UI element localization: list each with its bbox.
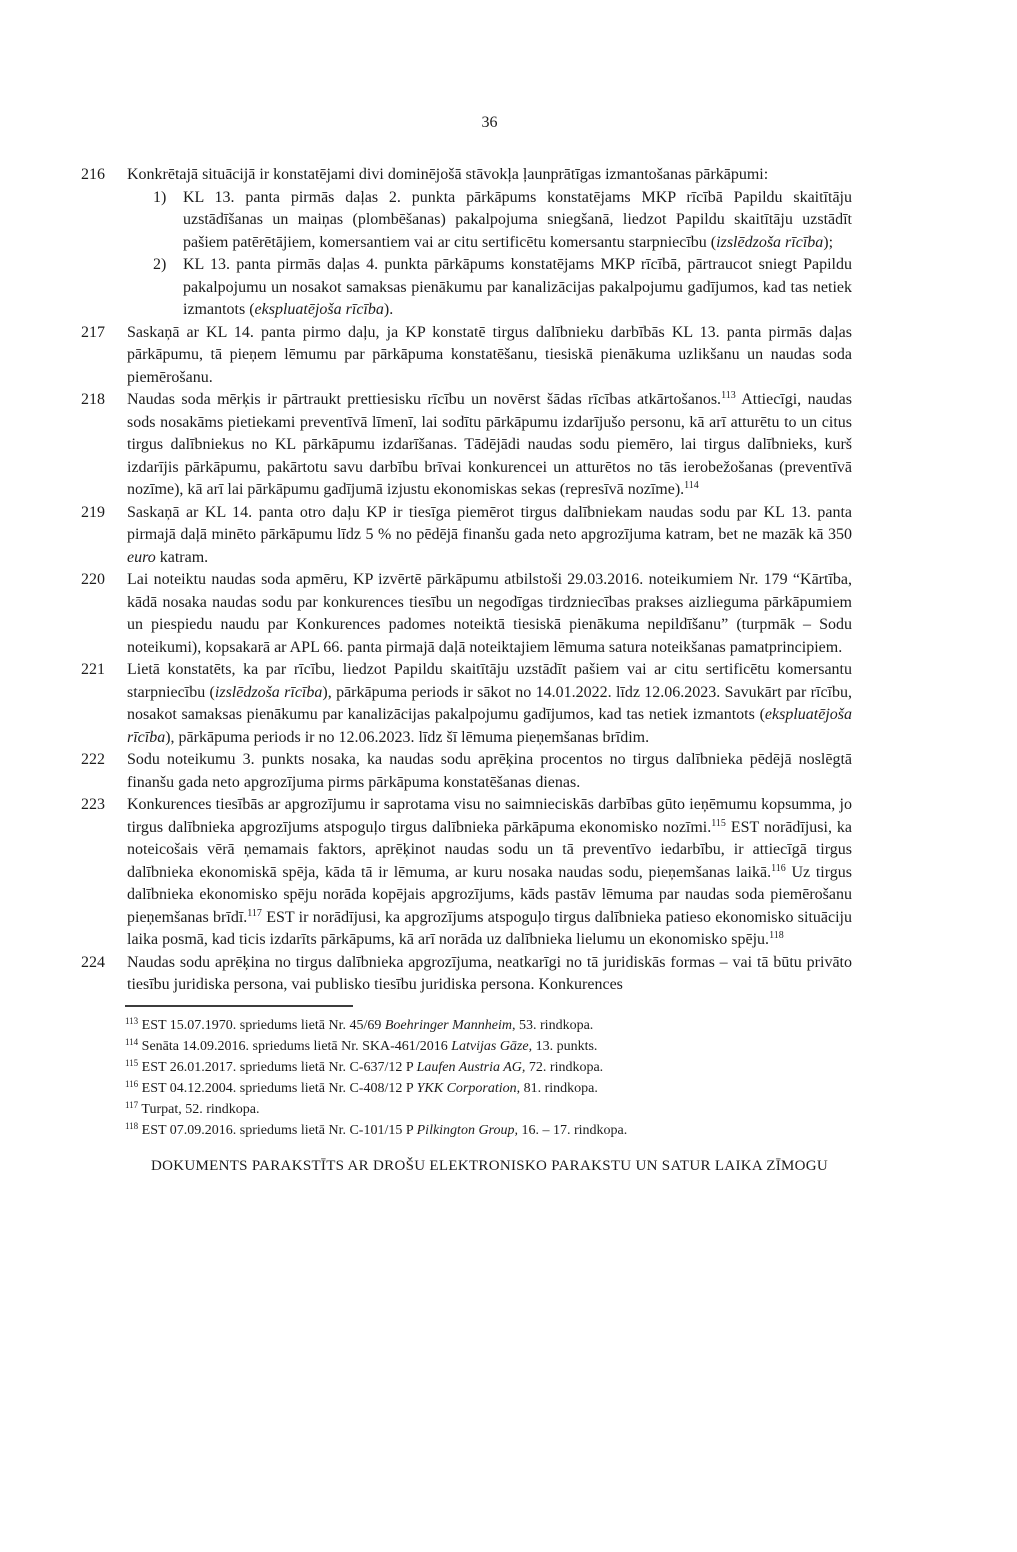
text-run: Sodu noteikumu 3. punkts nosaka, ka naudas sodu aprēķina procentos no tirgus dalībnieka pēdējā noslēgtā finanšu gada neto apgrozījuma pirms pārkāpuma konstatēšanas dienas. — [127, 751, 852, 791]
text-run: , 53. rindkopa. — [512, 1017, 594, 1033]
list-item — [153, 254, 852, 322]
text-run: ). — [383, 301, 394, 318]
page-number: 36 — [481, 114, 498, 131]
text-run: Saskaņā ar KL 14. panta otro daļu KP ir tiesīga piemērot tirgus dalībniekam naudas sodu par KL 13. panta pirmajā daļā minēto pārkāpumu līdz 5 % no pēdējā finanšu gada neto apgrozījuma katram, bet ne mazāk kā 350 — [127, 503, 852, 543]
footnote-list — [125, 1015, 852, 1141]
text-run: EST 04.12.2004. spriedums lietā Nr. C-408/12 P — [141, 1080, 417, 1096]
paragraph-number: 216 — [81, 166, 105, 183]
text-run: Lietā konstatēts, ka par rīcību, liedzot Papildu skaitītāju uzstādīt pašiem vai ar citu sertificētu komersantu starpniecību ( — [127, 661, 852, 701]
italic-text: euro — [127, 548, 156, 566]
paragraph — [81, 659, 852, 749]
text-run: 16. – 17. rindkopa. — [518, 1122, 628, 1138]
text-run: EST 07.09.2016. spriedums lietā Nr. C-101/15 P — [141, 1122, 417, 1138]
text-run: ); — [823, 233, 834, 251]
paragraph-number: 224 — [81, 953, 105, 971]
italic-text: Latvijas Gāze — [451, 1038, 529, 1054]
text-run: EST norādījusi, ka noteicošais vērā ņemamais faktors, aprēķinot naudas sodu un tā preventīvo iedarbību, ir attiecīgā tirgus dalībnieka ekonomiskā spēja, kāda tā ir lēmuma, ar kuru nosaka naudas sodu, pieņemšanas laikā. — [127, 818, 853, 881]
paragraph-text — [127, 794, 852, 952]
footnote-ref: 116 — [771, 862, 786, 874]
text-run: Turpat, 52. rindkopa. — [141, 1101, 260, 1117]
paragraph-text — [127, 749, 852, 794]
paragraph — [81, 322, 852, 390]
paragraph-list — [81, 164, 852, 997]
paragraph-text — [127, 502, 852, 570]
paragraph-text — [127, 952, 852, 997]
document-page — [0, 112, 1017, 1552]
footnote — [125, 1015, 852, 1036]
text-run: KL 13. panta pirmās daļas 4. punkta pārkāpums konstatējams MKP rīcībā, pārtraucot sniegt Papildu pakalpojumu un nosakot samaksas pienākumu par kanalizācijas pakalpojumu gadījumos, kad tas netiek izmantots ( — [183, 256, 852, 318]
italic-text: Laufen Austria AG, — [416, 1059, 526, 1075]
italic-text: izslēdzoša rīcība — [214, 683, 323, 701]
text-run: KL 13. panta pirmās daļas 2. punkta pārkāpums konstatējams MKP rīcībā Papildu skaitītāju uzstādīšanas un maiņas (plombēšanas) pakalpojuma sniegšanā, liedzot Papildu skaitītāju uzstādīt pašiem patērētājiem, komersantiem vai ar citu sertificētu komersantu starpniecību ( — [183, 188, 852, 251]
list-item-marker: 1) — [153, 188, 167, 206]
footnote-number: 116 — [125, 1078, 139, 1089]
signature-footer-text: DOKUMENTS PARAKSTĪTS AR DROŠU ELEKTRONISKO PARAKSTU UN SATUR LAIKA ZĪMOGU — [150, 1157, 829, 1174]
paragraph-text — [127, 659, 852, 749]
paragraph — [81, 164, 852, 187]
text-run: Attiecīgi, naudas sods nosakāms pietiekami preventīvā līmenī, lai sodītu pārkāpumu izdarījušo personu, kā arī atturētu to un citus tirgus dalībniekus no KL pārkāpumu izdarīšanas. Tādējādi naudas sodu piemēro, lai tirgus dalībnieks, kurš izdarījis pārkāpumu, pakārtotu savu darbību brīvai konkurencei un atturētos no tās ierobežošanas (preventīvā nozīme), kā arī lai pārkāpumu gadījumā izjustu ekonomiskas sekas (represīvā nozīme). — [127, 391, 852, 498]
footnote — [125, 1120, 852, 1141]
italic-text: Boehringer Mannheim — [384, 1017, 513, 1033]
footnote-ref: 114 — [684, 480, 699, 491]
text-run: katram. — [155, 548, 209, 566]
list-item-marker: 2) — [153, 256, 167, 273]
paragraph-number: 218 — [81, 391, 105, 408]
paragraph-text — [127, 164, 852, 187]
list-item — [153, 187, 852, 255]
footnote-ref: 115 — [711, 817, 726, 829]
paragraph-text — [127, 569, 852, 659]
paragraph-number: 222 — [81, 751, 105, 768]
footnote-number: 113 — [125, 1015, 139, 1026]
footnote-number: 118 — [125, 1120, 139, 1131]
paragraph — [81, 389, 852, 502]
text-run: 72. rindkopa. — [525, 1059, 604, 1075]
text-run: Konkrētajā situācijā ir konstatējami divi dominējošā stāvokļa ļaunprātīgas izmantošanas pārkāpumi: — [127, 166, 769, 183]
text-run: EST 26.01.2017. spriedums lietā Nr. C-637/12 P — [141, 1059, 417, 1075]
paragraph-number: 223 — [81, 796, 105, 813]
text-run: EST ir norādījusi, ka apgrozījums atspoguļo tirgus dalībnieka patieso ekonomisko situāciju laika posmā, kad ticis izdarīts pārkāpums, kā arī norāda uz dalībnieka lielumu un ekonomisko spēju. — [127, 908, 852, 948]
footnote — [125, 1078, 852, 1099]
footnote — [125, 1036, 852, 1057]
text-run: Naudas sodu aprēķina no tirgus dalībnieka apgrozījuma, neatkarīgi no tā juridiskās formas – vai tā būtu privāto tiesību juridiska persona, vai publisko tiesību juridiska persona. Konkurences — [127, 953, 852, 993]
footnote-ref: 117 — [247, 907, 262, 919]
text-run: ), pārkāpuma periods ir sākot no 14.01.2022. līdz 12.06.2023. Savukārt par rīcību, nosakot samaksas pienākumu par kanalizācijas pakalpojumu gadījumos, kad tas netiek izmantots ( — [127, 683, 852, 723]
footnote — [125, 1057, 852, 1078]
paragraph — [81, 952, 852, 997]
paragraph-number: 220 — [81, 571, 105, 588]
footnote-number: 117 — [125, 1099, 139, 1110]
paragraph-number: 219 — [81, 503, 105, 521]
text-run: EST 15.07.1970. spriedums lietā Nr. 45/69 — [141, 1017, 385, 1033]
footnote-number: 115 — [125, 1057, 139, 1068]
paragraph — [81, 502, 852, 570]
list-item-text — [183, 187, 852, 255]
italic-text: izslēdzoša rīcība — [716, 233, 824, 251]
italic-text: YKK Corporation — [416, 1080, 517, 1096]
text-run: ), pārkāpuma periods ir no 12.06.2023. līdz šī lēmuma pieņemšanas brīdim. — [165, 728, 650, 746]
text-run: Uz tirgus dalībnieka ekonomisko spēju norāda kopējais apgrozījums, kāds pastāv lēmuma par naudas soda piemērošanu pieņemšanas brīdī. — [127, 863, 853, 926]
text-run: Senāta 14.09.2016. spriedums lietā Nr. SKA-461/2016 — [141, 1038, 452, 1054]
text-run: Lai noteiktu naudas soda apmēru, KP izvērtē pārkāpumu atbilstoši 29.03.2016. noteikumiem Nr. 179 “Kārtība, kādā nosaka naudas sodu par konkurences tiesību un negodīgas tirdzniecības prakses aizlieguma pārkāpumiem un piespiedu naudu par Konkurences padomes noteiktā tiesiskā pienākuma nepildīšanu” (turpmāk – Sodu noteikumi), kopsakarā ar APL 66. panta pirmajā daļā noteiktajiem lēmuma satura noteikšanas pamatprincipiem. — [127, 571, 852, 656]
paragraph — [81, 749, 852, 794]
text-run: Naudas soda mērķis ir pārtraukt prettiesisku rīcību un novērst šādas rīcības atkārtošanos. — [127, 391, 722, 408]
footnote-number: 114 — [125, 1036, 139, 1047]
footnote-ref: 118 — [769, 930, 784, 941]
list-item-text — [183, 254, 852, 322]
italic-text: ekspluatējoša rīcība — [127, 706, 852, 746]
paragraph-number: 217 — [81, 323, 105, 341]
text-run: Saskaņā ar KL 14. panta pirmo daļu, ja KP konstatē tirgus dalībnieku darbībās KL 13. panta pirmās daļas pārkāpumu, tā pieņem lēmumu par pārkāpuma konstatēšanu, tiesiskā pienākuma uzlikšanu un naudas soda piemērošanu. — [127, 323, 852, 386]
italic-text: Pilkington Group, — [416, 1122, 518, 1138]
italic-text: ekspluatējoša rīcība — [254, 301, 384, 318]
text-run: , 81. rindkopa. — [516, 1080, 598, 1096]
footnote-separator — [125, 1005, 353, 1007]
text-run: , 13. punkts. — [528, 1038, 598, 1054]
paragraph — [81, 569, 852, 659]
paragraph — [81, 794, 852, 952]
paragraph-text — [127, 389, 852, 502]
signature-footer — [127, 1156, 852, 1176]
paragraph-number: 221 — [81, 661, 105, 678]
paragraph-text — [127, 322, 852, 390]
text-run: Konkurences tiesībās ar apgrozījumu ir saprotama visu no saimnieciskās darbības gūto ieņēmumu kopsumma, jo tirgus dalībnieka apgrozījums atspoguļo tirgus dalībnieka pārkāpuma ekonomisko nozīmi. — [127, 796, 852, 836]
footnote — [125, 1099, 852, 1120]
footnote-ref: 113 — [721, 390, 736, 401]
